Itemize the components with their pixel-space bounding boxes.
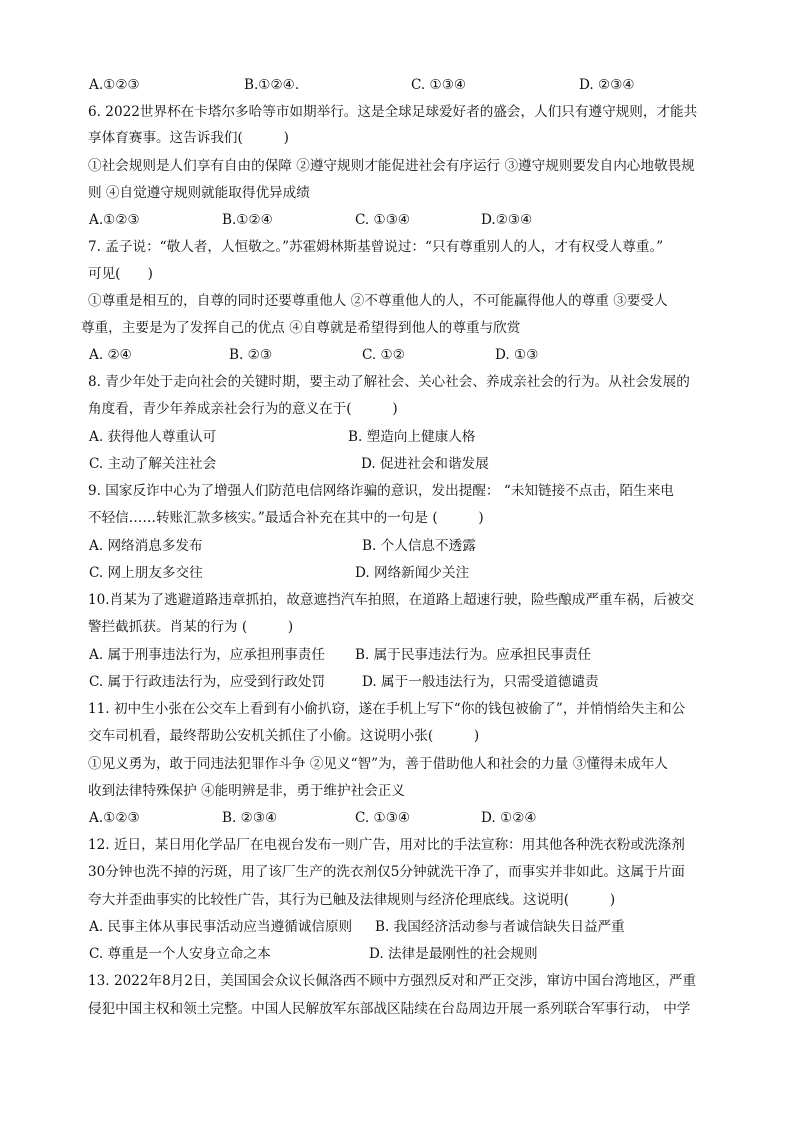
q12-option-a: A. 民事主体从事民事活动应当遵循诚信原则 <box>89 919 353 935</box>
q13-stem-line2: 侵犯中国主权和领土完整。中国人民解放军东部战区陆续在台岛周边开展一系列联合军事行动， 中学 <box>88 1001 691 1017</box>
prev-option-b: B.①②④. <box>244 77 300 93</box>
q12-option-c: C. 尊重是一个人安身立命之本 <box>89 946 271 962</box>
q6-stem-line1: 6. 2022世界杯在卡塔尔多哈等市如期举行。这是全球足球爱好者的盛会，人们只有遵守规则，才能共 <box>88 104 698 120</box>
q9-stem-line2: 不轻信……转账汇款多核实。”最适合补充在其中的一句是 ( ) <box>88 510 484 526</box>
q12-option-d: D. 法律是最刚性的社会规则 <box>369 946 538 962</box>
q7-statements-line1: ①尊重是相互的，自尊的同时还要尊重他人 ②不尊重他人的人，不可能赢得他人的尊重 ③要受人 <box>88 293 668 309</box>
q12-stem-line3: 夸大并歪曲事实的比较性广告，其行为已触及法律规则与经济伦理底线。这说明( ) <box>88 892 616 908</box>
q11-option-d: D. ①②④ <box>481 810 537 826</box>
q6-statements-line2: 则 ④自觉遵守规则就能取得优异成绩 <box>88 185 310 201</box>
q9-option-b: B. 个人信息不透露 <box>362 538 476 554</box>
q6-option-c: C. ①③④ <box>355 212 411 228</box>
q9-stem-line1: 9. 国家反诈中心为了增强人们防范电信网络诈骗的意识，发出提醒： “未知链接不点击，陌生来电 <box>88 483 674 499</box>
q6-option-b: B.①②④ <box>222 212 273 228</box>
q7-option-d: D. ①③ <box>495 347 539 363</box>
q8-stem-line2: 角度看，青少年养成亲社会行为的意义在于( ) <box>88 401 398 417</box>
q12-stem-line2: 30分钟也洗不掉的污斑，用了该厂生产的洗衣剂仅5分钟就洗干净了，而事实并非如此。这属于片面 <box>88 864 685 880</box>
q10-option-a: A. 属于刑事违法行为，应承担刑事责任 <box>89 647 325 663</box>
q6-statements-line1: ①社会规则是人们享有自由的保障 ②遵守规则才能促进社会有序运行 ③遵守规则要发自内心地敬畏规 <box>88 158 695 174</box>
q10-option-c: C. 属于行政违法行为，应受到行政处罚 <box>89 674 326 690</box>
q9-option-a: A. 网络消息多发布 <box>89 538 203 554</box>
q10-option-b: B. 属于民事违法行为。应承担民事责任 <box>355 647 592 663</box>
q8-option-a: A. 获得他人尊重认可 <box>89 429 217 445</box>
prev-option-a: A.①②③ <box>89 77 140 93</box>
q11-statements-line2: 收到法律特殊保护 ④能明辨是非，勇于维护社会正义 <box>88 783 405 799</box>
q8-option-c: C. 主动了解关注社会 <box>89 456 217 472</box>
q7-statements-line2: 尊重，主要是为了发挥自己的优点 ④自尊就是希望得到他人的尊重与欣赏 <box>81 320 521 336</box>
q11-option-b: B. ②③④ <box>222 810 278 826</box>
q6-option-d: D.②③④ <box>481 212 533 228</box>
q6-stem-line2: 享体育赛事。这告诉我们( ) <box>88 130 289 146</box>
q10-option-d: D. 属于一般违法行为，只需受道德谴责 <box>362 674 599 690</box>
q9-option-c: C. 网上朋友多交往 <box>89 565 203 581</box>
q13-stem-line1: 13. 2022年8月2日，美国国会众议长佩洛西不顾中方强烈反对和严正交涉，窜访中国台湾地区，严重 <box>88 973 696 989</box>
q8-option-d: D. 促进社会和谐发展 <box>361 456 489 472</box>
q12-option-b: B. 我国经济活动参与者诚信缺失日益严重 <box>375 919 625 935</box>
q7-option-c: C. ①② <box>362 347 405 363</box>
q7-stem-line2: 可见( ) <box>88 266 153 282</box>
q8-stem-line1: 8. 青少年处于走向社会的关键时期，要主动了解社会、关心社会、养成亲社会的行为。从社会发展的 <box>88 374 690 390</box>
q6-option-a: A.①②③ <box>89 212 140 228</box>
q11-option-a: A.①②③ <box>89 810 140 826</box>
q11-option-c: C. ①③④ <box>355 810 411 826</box>
q7-option-b: B. ②③ <box>229 347 273 363</box>
q7-option-a: A. ②④ <box>89 347 132 363</box>
q8-option-b: B. 塑造向上健康人格 <box>348 429 476 445</box>
q7-stem-line1: 7. 孟子说：“敬人者，人恒敬之。”苏霍姆林斯基曾说过：“只有尊重别人的人，才有权受人尊重。” <box>88 239 664 255</box>
prev-option-c: C. ①③④ <box>411 77 467 93</box>
q10-stem-line2: 警拦截抓获。肖某的行为 ( ) <box>88 619 294 635</box>
q10-stem-line1: 10.肖某为了逃避道路违章抓拍，故意遮挡汽车拍照，在道路上超速行驶，险些酿成严重车祸，后被交 <box>88 592 695 608</box>
q9-option-d: D. 网络新闻少关注 <box>355 565 470 581</box>
q11-stem-line1: 11. 初中生小张在公交车上看到有小偷扒窃，遂在手机上写下“你的钱包被偷了”，并悄悄给失主和公 <box>88 701 686 717</box>
q11-statements-line1: ①见义勇为，敢于同违法犯罪作斗争 ②见义“智”为，善于借助他人和社会的力量 ③懂得未成年人 <box>88 756 668 772</box>
q11-stem-line2: 交车司机看，最终帮助公安机关抓住了小偷。这说明小张( ) <box>88 728 480 744</box>
prev-option-d: D. ②③④ <box>579 77 635 93</box>
q12-stem-line1: 12. 近日，某日用化学品厂在电视台发布一则广告，用对比的手法宣称：用其他各种洗衣粉或洗涤剂 <box>88 837 685 853</box>
